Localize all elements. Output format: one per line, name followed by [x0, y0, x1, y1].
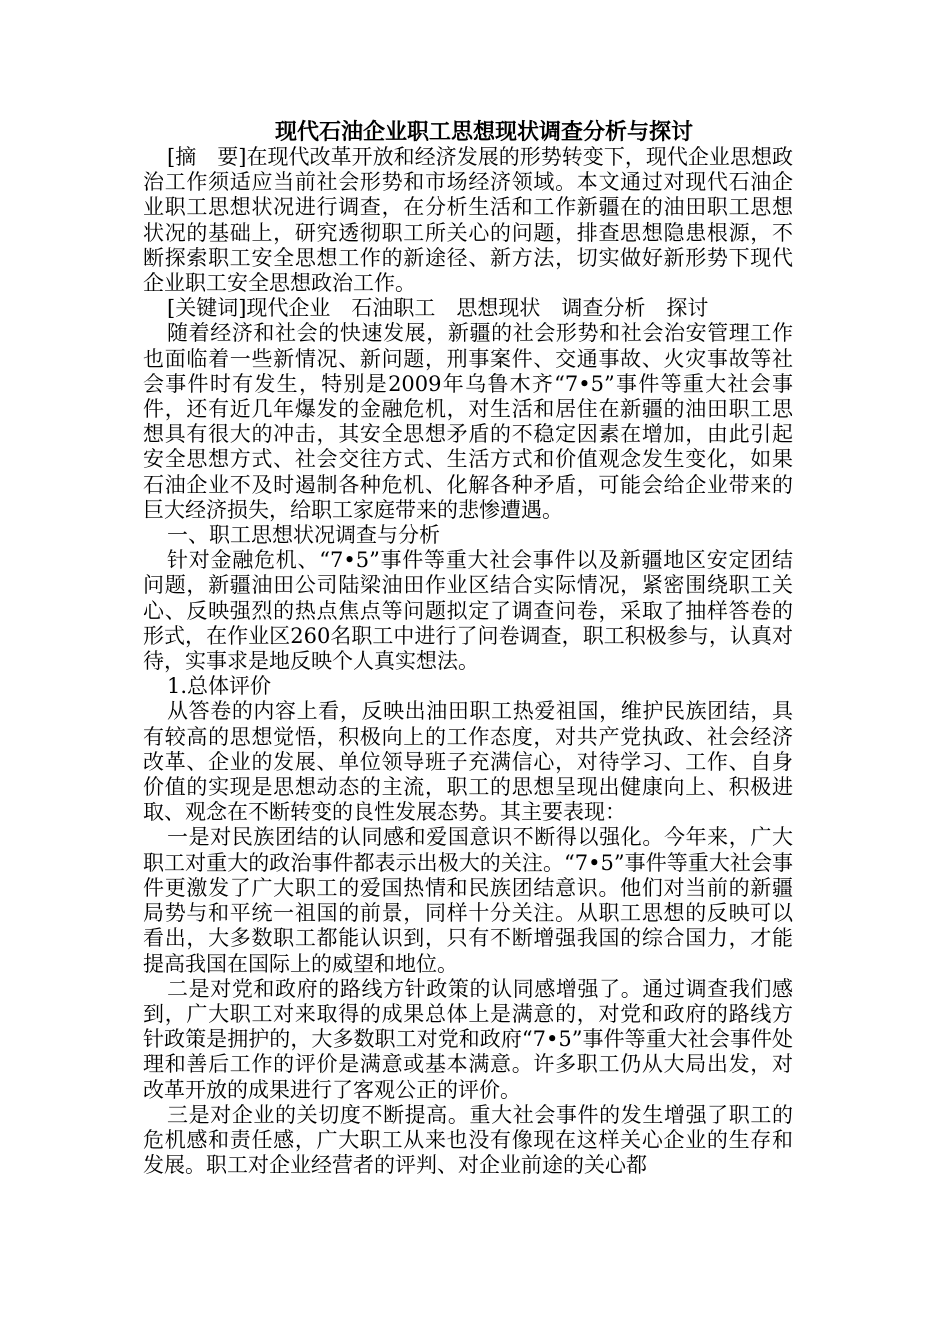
- subsection-heading: 1.总体评价: [167, 674, 272, 699]
- document-body: [143, 119, 793, 1178]
- abstract-paragraph: [摘 要]在现代改革开放和经济发展的形势转变下，现代企业思想政治工作须适应当前社会形势和市场经济领域。本文通过对现代石油企业职工思想状况进行调查，在分析生活和工作新疆在的油田职工思想状况的基础上，研究透彻职工所关心的问题，排查思想隐患根源，不断探索职工安全思想工作的新途径、新方法，切实做好新形势下现代企业职工安全思想政治工作。: [143, 145, 793, 296]
- section-heading: 一、职工思想状况调查与分析: [167, 523, 440, 548]
- intro-paragraph: 随着经济和社会的快速发展，新疆的社会形势和社会治安管理工作也面临着一些新情况、新问题，刑事案件、交通事故、火灾事故等社会事件时有发生，特别是2009年乌鲁木齐“7•5”事件等重大社会事件，还有近几年爆发的金融危机，对生活和居住在新疆的油田职工思想具有很大的冲击，其安全思想矛盾的不稳定因素在增加，由此引起安全思想方式、社会交往方式、生活方式和价值观念发生变化，如果石油企业不及时遏制各种危机、化解各种矛盾，可能会给企业带来的巨大经济损失，给职工家庭带来的悲惨遭遇。: [143, 321, 793, 522]
- point-paragraph-2: 二是对党和政府的路线方针政策的认同感增强了。通过调查我们感到，广大职工对来取得的成果总体上是满意的，对党和政府的路线方针政策是拥护的，大多数职工对党和政府“7•5”事件等重大社会事件处理和善后工作的评价是满意或基本满意。许多职工仍从大局出发，对改革开放的成果进行了客观公正的评价。: [143, 976, 793, 1102]
- section-paragraph: 针对金融危机、“7•5”事件等重大社会事件以及新疆地区安定团结问题，新疆油田公司陆梁油田作业区结合实际情况，紧密围绕职工关心、反映强烈的热点焦点等问题拟定了调查问卷，采取了抽样答卷的形式，在作业区260名职工中进行了问卷调查，职工积极参与，认真对待，实事求是地反映个人真实想法。: [143, 548, 793, 674]
- document-title: 现代石油企业职工思想现状调查分析与探讨: [275, 119, 694, 145]
- subsection-paragraph: 从答卷的内容上看，反映出油田职工热爱祖国，维护民族团结，具有较高的思想觉悟，积极向上的工作态度，对共产党执政、社会经济改革、企业的发展、单位领导班子充满信心，对待学习、工作、自身价值的实现是思想动态的主流，职工的思想呈现出健康向上、积极进取、观念在不断转变的良性发展态势。其主要表现：: [143, 699, 793, 825]
- keywords-paragraph: [关键词]现代企业 石油职工 思想现状 调查分析 探讨: [167, 296, 709, 321]
- point-paragraph-3: 三是对企业的关切度不断提高。重大社会事件的发生增强了职工的危机感和责任感，广大职工从来也没有像现在这样关心企业的生存和发展。职工对企业经营者的评判、对企业前途的关心都: [143, 1102, 793, 1178]
- point-paragraph-1: 一是对民族团结的认同感和爱国意识不断得以强化。今年来，广大职工对重大的政治事件都表示出极大的关注。“7•5”事件等重大社会事件更激发了广大职工的爱国热情和民族团结意识。他们对当前的新疆局势与和平统一祖国的前景，同样十分关注。从职工思想的反映可以看出，大多数职工都能认识到，只有不断增强我国的综合国力，才能提高我国在国际上的威望和地位。: [143, 825, 793, 976]
